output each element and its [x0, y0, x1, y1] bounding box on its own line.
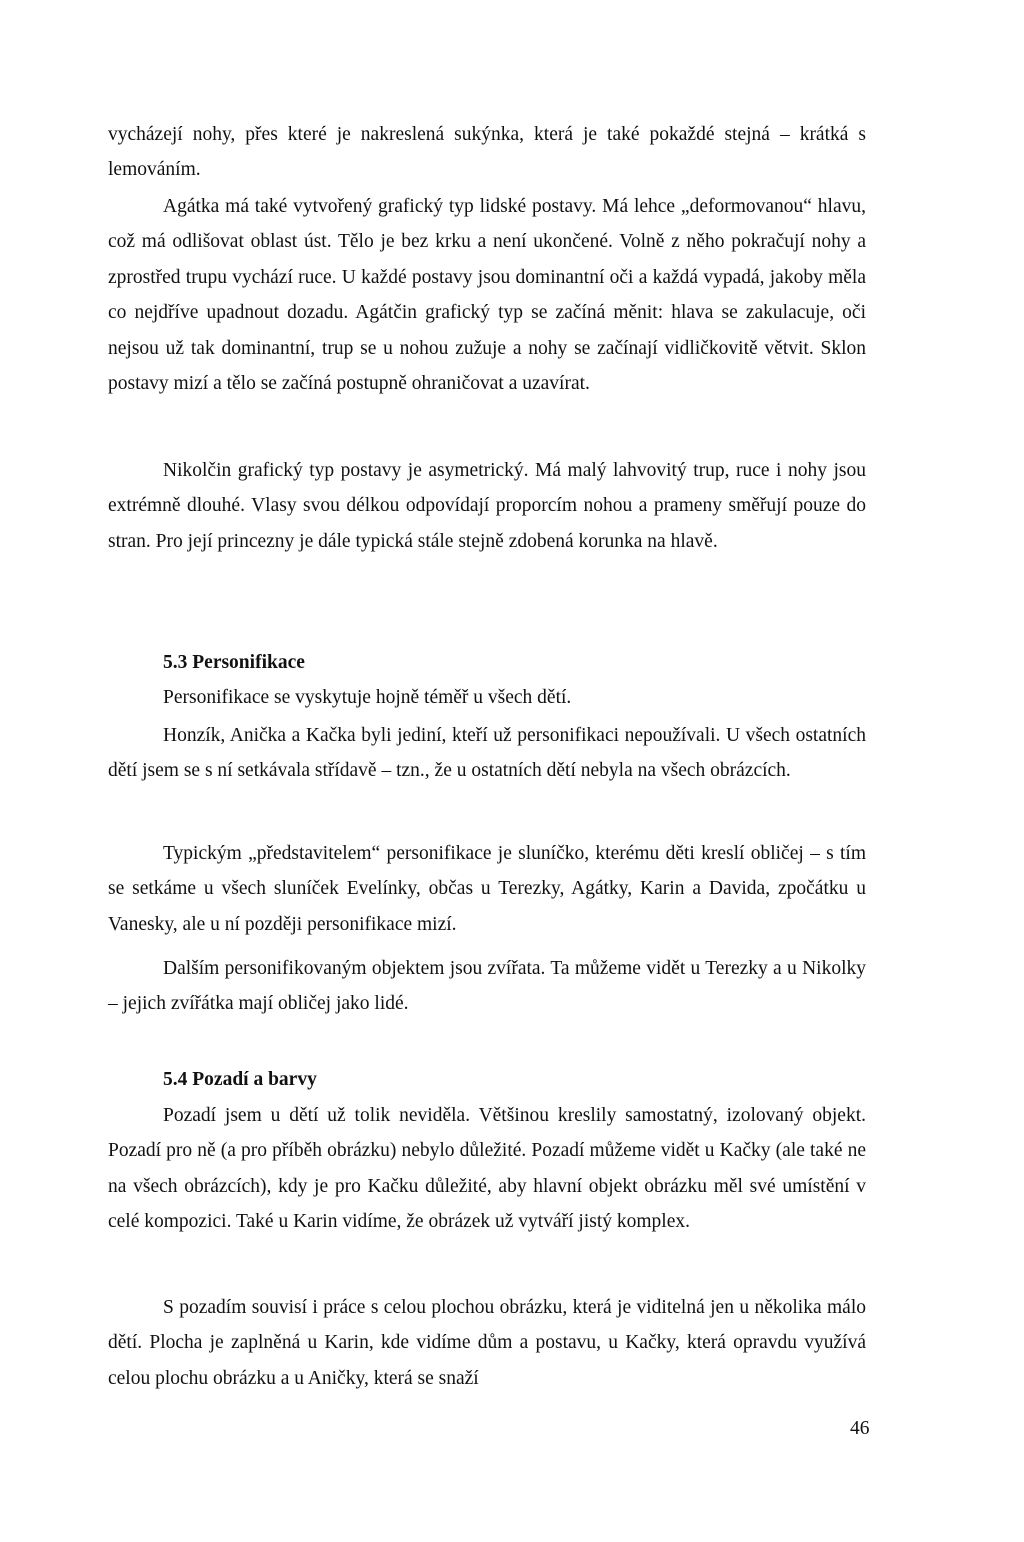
- paragraph-personifikace-slunicko: Typickým „představitelem“ personifikace je sluníčko, kterému děti kreslí obličej – s tím se setkáme u všech sluníček Evelínky, občas u Terezky, Agátky, Karin a Davida, zpočátku u Vanesky, ale u ní později personifikace mizí.: [108, 843, 866, 935]
- page-number: 46: [850, 1418, 870, 1439]
- section-heading-pozadi: 5.4 Pozadí a barvy: [163, 1069, 317, 1090]
- paragraph-personifikace-intro: Personifikace se vyskytuje hojně téměř u všech dětí.: [163, 687, 572, 708]
- paragraph-personifikace-zvirata: Dalším personifikovaným objektem jsou zvířata. Ta můžeme vidět u Terezky a u Nikolky – jejich zvířátka mají obličej jako lidé.: [108, 958, 866, 1015]
- paragraph-agatka: Agátka má také vytvořený grafický typ lidské postavy. Má lehce „deformovanou“ hlavu, což má odlišovat oblast úst. Tělo je bez krku a není ukončené. Volně z něho pokračují nohy a zprostřed trupu vychází ruce. U každé postavy jsou dominantní oči a každá vypadá, jakoby měla co nejdříve upadnout dozadu. Agátčin grafický typ se začíná měnit: hlava se zakulacuje, oči nejsou už tak dominantní, trup se u nohou zužuje a nohy se začínají vidličkovitě větvit. Sklon postavy mizí a tělo se začíná postupně ohraničovat a uzavírat.: [108, 196, 866, 395]
- paragraph-personifikace-honzik: Honzík, Anička a Kačka byli jediní, kteří už personifikaci nepoužívali. U všech ostatních dětí jsem se s ní setkávala střídavě – tzn., že u ostatních dětí nebyla na všech obrázcích.: [108, 725, 866, 782]
- section-heading-personifikace: 5.3 Personifikace: [163, 652, 305, 673]
- paragraph-nikolka: Nikolčin grafický typ postavy je asymetrický. Má malý lahvovitý trup, ruce i nohy jsou extrémně dlouhé. Vlasy svou délkou odpovídají proporcím nohou a prameny směřují pouze do stran. Pro její princezny je dále typická stále stejně zdobená korunka na hlavě.: [108, 460, 866, 552]
- paragraph-pozadi-1: Pozadí jsem u dětí už tolik neviděla. Většinou kreslily samostatný, izolovaný objekt. Pozadí pro ně (a pro příběh obrázku) nebylo důležité. Pozadí můžeme vidět u Kačky (ale také ne na všech obrázcích), kdy je pro Kačku důležité, aby hlavní objekt obrázku měl své umístění v celé kompozici. Také u Karin vidíme, že obrázek už vytváří jistý komplex.: [108, 1105, 866, 1233]
- paragraph-continuation: vycházejí nohy, přes které je nakreslená sukýnka, která je také pokaždé stejná – krátká s lemováním.: [108, 124, 866, 181]
- paragraph-pozadi-2: S pozadím souvisí i práce s celou plochou obrázku, která je viditelná jen u několika málo dětí. Plocha je zaplněná u Karin, kde vidíme dům a postavu, u Kačky, která opravdu využívá celou plochu obrázku a u Aničky, která se snaží: [108, 1297, 866, 1389]
